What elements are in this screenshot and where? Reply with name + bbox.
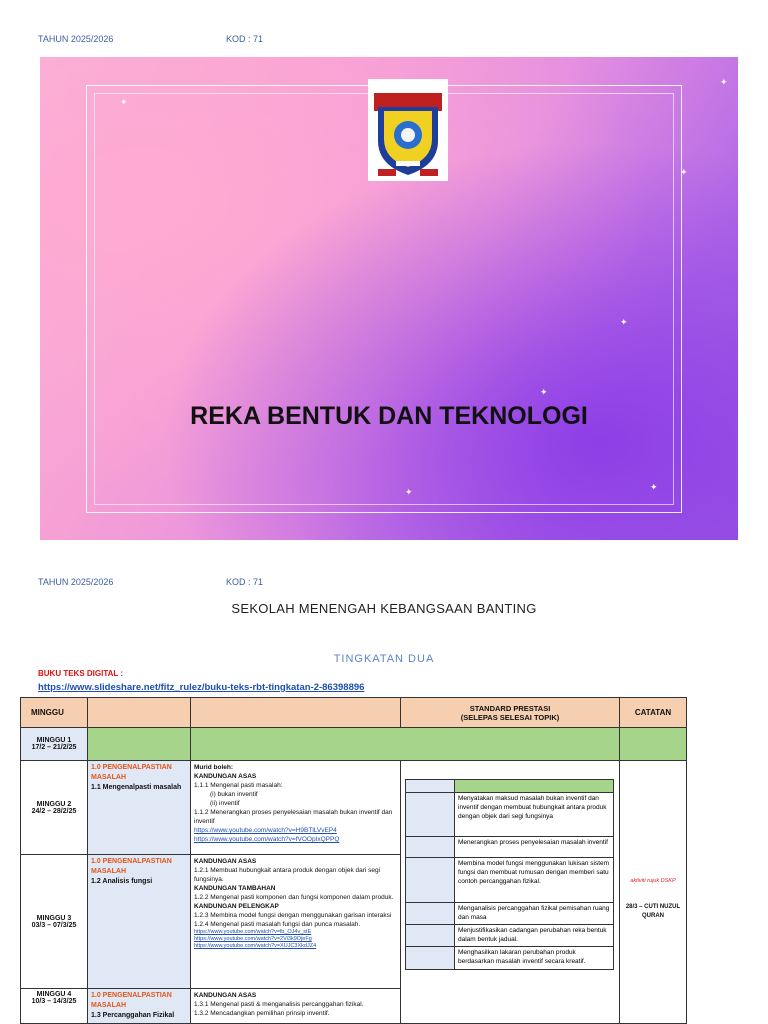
content-cell <box>190 988 401 1024</box>
cover-title: REKA BENTUK DAN TEKNOLOGI <box>190 402 588 430</box>
school-crest-icon <box>368 79 448 181</box>
topic-cell <box>87 760 191 855</box>
header-standard: STANDARD PRESTASI (SELEPAS SELESAI TOPIK) <box>400 697 620 728</box>
standard-item: Menyatakan maksud masalah bukan inventif dan inventif dengan membuat hubungkait antara produk dengan objek dari segi fungsinya <box>454 792 614 837</box>
sparkle-icon: ✦ <box>120 97 128 107</box>
video-link[interactable]: https://www.youtube.com/watch?v=H9BTlLVvEP4 <box>194 827 337 834</box>
topic-title: 1.0 PENGENALPASTIAN MASALAH <box>91 858 172 875</box>
subtopic-title: 1.2 Analisis fungsi <box>91 878 153 885</box>
content-line: (i) bukan inventif <box>210 791 258 798</box>
standard-item: Membina model fungsi menggunakan lukisan sistem fungsi dan membuat rumusan dengan memberi satu contoh percanggahan fizikal. <box>454 857 614 903</box>
content-line: 1.1.1 Mengenal pasti masalah: <box>194 782 283 789</box>
standard-item: Menghasilkan lakaran perubahan produk berdasarkan masalah inventif secara kreatif. <box>454 946 614 970</box>
topic-title: 1.0 PENGENALPASTIAN MASALAH <box>91 764 172 781</box>
band-cell <box>405 836 455 858</box>
topic-cell <box>87 727 191 761</box>
sparkle-icon: ✦ <box>540 387 548 397</box>
band-cell <box>405 902 455 925</box>
content-line: Murid boleh: <box>194 764 233 771</box>
video-link[interactable]: https://www.youtube.com/watch?v=lb_OJ4v_stE <box>194 929 312 935</box>
content-line: (ii) inventif <box>210 800 240 807</box>
topic-cell <box>87 854 191 989</box>
content-line: 1.1.2 Menerangkan proses penyelesaian masalah bukan inventif dan inventif <box>194 809 393 825</box>
content-line: KANDUNGAN ASAS <box>194 773 257 780</box>
week-cell: MINGGU 4 10/3 – 14/3/25 <box>20 988 88 1024</box>
band-cell <box>405 779 455 793</box>
content-line: KANDUNGAN ASAS <box>194 992 257 999</box>
content-line: KANDUNGAN PELENGKAP <box>194 903 279 910</box>
notes-activity: aktiviti rujuk DSKP <box>630 878 676 884</box>
subtopic-title: 1.1 Mengenalpasti masalah <box>91 784 182 791</box>
week-cell: MINGGU 2 24/2 – 28/2/25 <box>20 760 88 855</box>
notes-cell <box>619 760 687 1024</box>
band-cell <box>405 924 455 947</box>
textbook-link[interactable]: https://www.slideshare.net/fitz_rulez/buku-teks-rbt-tingkatan-2-86398896 <box>38 682 365 693</box>
content-line: 1.2.4 Mengenal pasti masalah fungsi dan punca masalah. <box>194 921 361 928</box>
topic-title: 1.0 PENGENALPASTIAN MASALAH <box>91 992 172 1009</box>
content-line: 1.2.3 Membina model fungsi dengan menggunakan garisan interaksi <box>194 912 392 919</box>
textbook-label: BUKU TEKS DIGITAL : <box>38 669 124 678</box>
standard-item: Menganalisis percanggahan fizikal pemisahan ruang dan masa <box>454 902 614 925</box>
code-label: KOD : 71 <box>226 577 264 587</box>
week-cell: MINGGU 1 17/2 – 21/2/25 <box>20 727 88 761</box>
sparkle-icon: ✦ <box>650 482 658 492</box>
video-link[interactable]: https://www.youtube.com/watch?v=2Vi3k9OjeFg <box>194 936 312 942</box>
sparkle-icon: ✦ <box>620 317 628 327</box>
standard-item: Menerangkan proses penyelesaian masalah inventif <box>454 836 614 858</box>
header-week: MINGGU <box>20 697 88 728</box>
standard-item: Menjustifikasikan cadangan perubahan reka bentuk dalam bentuk jadual. <box>454 924 614 947</box>
band-header-cell <box>454 779 614 793</box>
header-topic <box>87 697 191 728</box>
content-line: 1.2.2 Mengenal pasti komponen dan fungsi komponen dalam produk. <box>194 894 394 901</box>
header-notes: CATATAN <box>619 697 687 728</box>
sparkle-icon: ✦ <box>405 487 413 497</box>
week-cell: MINGGU 3 03/3 – 07/3/25 <box>20 854 88 989</box>
code-label: KOD : 71 <box>226 34 264 44</box>
band-cell <box>405 792 455 837</box>
cover-banner <box>40 57 738 540</box>
content-line: 1.2.1 Membuat hubungkait antara produk dengan objek dari segi fungsinya. <box>194 867 381 883</box>
notes-holiday: 28/3 – CUTI NUZUL QURAN <box>625 904 681 919</box>
band-cell <box>405 857 455 903</box>
content-cell <box>190 854 401 989</box>
sparkle-icon: ✦ <box>680 167 688 177</box>
sparkle-icon: ✦ <box>720 77 728 87</box>
content-cell <box>190 760 401 855</box>
subtopic-title: 1.3 Percanggahan Fizikal <box>91 1012 175 1019</box>
video-link[interactable]: https://www.youtube.com/watch?v=fVOOpIxQPPQ <box>194 836 340 843</box>
school-name: SEKOLAH MENENGAH KEBANGSAAN BANTING <box>231 601 537 616</box>
content-line: 1.3.2 Mencadangkan pemilihan prinsip inventif. <box>194 1010 330 1017</box>
form-label: TINGKATAN DUA <box>333 653 435 665</box>
notes-cell <box>619 727 687 761</box>
content-line: KANDUNGAN TAMBAHAN <box>194 885 276 892</box>
header-content <box>190 697 401 728</box>
content-cell <box>190 727 620 761</box>
content-line: KANDUNGAN ASAS <box>194 858 257 865</box>
year-label: TAHUN 2025/2026 <box>38 577 114 587</box>
content-line: 1.3.1 Mengenal pasti & menganalisis percanggahan fizikal. <box>194 1001 364 1008</box>
band-cell <box>405 946 455 970</box>
video-link[interactable]: https://www.youtube.com/watch?v=XUJC3XkdJZ4 <box>194 943 317 949</box>
year-label: TAHUN 2025/2026 <box>38 34 114 44</box>
topic-cell <box>87 988 191 1024</box>
